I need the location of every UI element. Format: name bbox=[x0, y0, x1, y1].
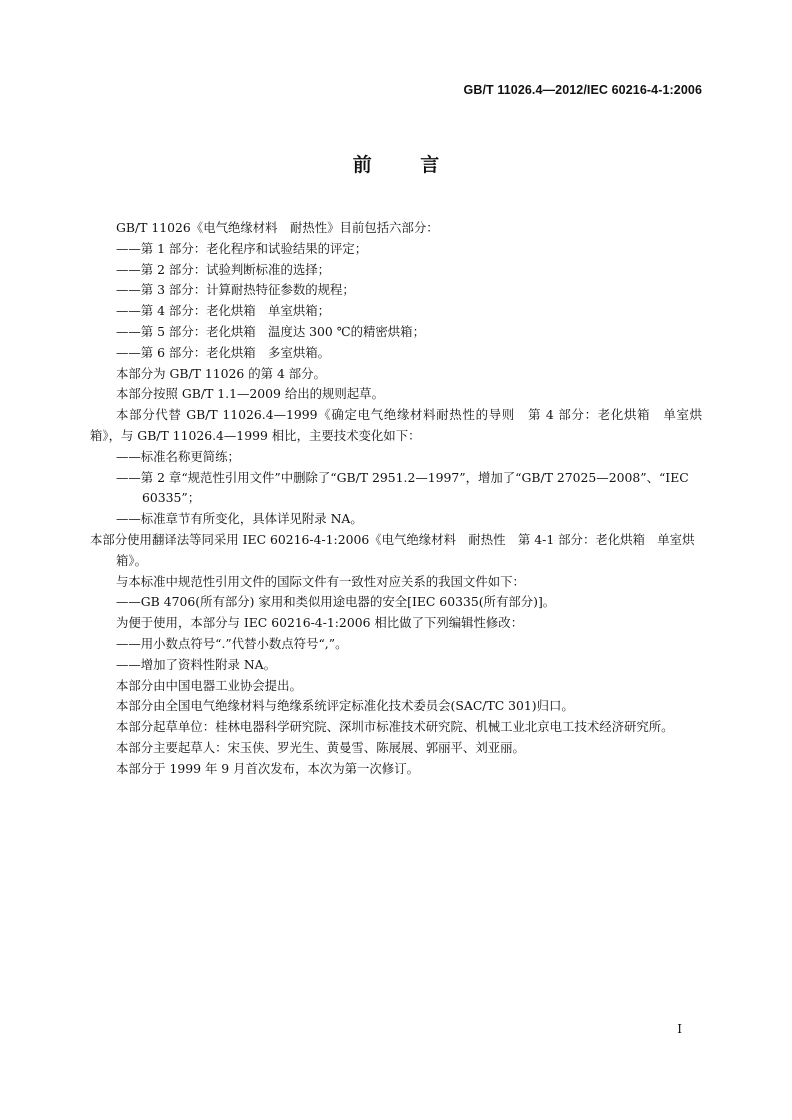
paragraph-editorial: 为便于使用，本部分与 IEC 60216-4-1:2006 相比做了下列编辑性修改： bbox=[116, 615, 524, 631]
list-item-editorial-1: ——用小数点符号“.”代替小数点符号“,”。 bbox=[116, 635, 348, 651]
paragraph-intro: GB/T 11026《电气绝缘材料 耐热性》目前包括六部分： bbox=[116, 220, 439, 235]
list-item-part-1: ——第 1 部分：老化程序和试验结果的评定； bbox=[116, 240, 368, 256]
list-item-change-2: ——第 2 章“规范性引用文件”中删除了“GB/T 2951.2—1997”，增加了“GB/T 27025—2008”、“IEC 60335”； bbox=[116, 469, 689, 506]
paragraph-correspondence: 与本标准中规范性引用文件的国际文件有一致性对应关系的我国文件如下： bbox=[116, 573, 525, 589]
paragraph-release-history: 本部分于 1999 年 9 月首次发布，本次为第一次修订。 bbox=[116, 760, 419, 776]
list-item-part-5: ——第 5 部分：老化烘箱 温度达 300 ℃的精密烘箱； bbox=[116, 323, 425, 339]
list-item-change-1: ——标准名称更简练； bbox=[116, 448, 240, 464]
paragraph-part-statement: 本部分为 GB/T 11026 的第 4 部分。 bbox=[116, 365, 326, 381]
list-item-gb4706: ——GB 4706(所有部分) 家用和类似用途电器的安全[IEC 60335(所有部分)]。 bbox=[116, 594, 556, 610]
list-item-editorial-2: ——增加了资料性附录 NA。 bbox=[116, 656, 277, 672]
foreword-content bbox=[90, 218, 702, 780]
list-item-part-6: ——第 6 部分：老化烘箱 多室烘箱。 bbox=[116, 344, 331, 360]
list-item-change-3: ——标准章节有所变化，具体详见附录 NA。 bbox=[116, 511, 363, 527]
paragraph-drafting-rules: 本部分按照 GB/T 1.1—2009 给出的规则起草。 bbox=[116, 386, 384, 402]
list-item-part-2: ——第 2 部分：试验判断标准的选择； bbox=[116, 261, 331, 277]
paragraph-drafters: 本部分主要起草人：宋玉侠、罗光生、黄曼雪、陈展展、郭丽平、刘亚丽。 bbox=[116, 739, 525, 755]
list-item-part-3: ——第 3 部分：计算耐热特征参数的规程； bbox=[116, 282, 355, 298]
paragraph-centralized-by: 本部分由全国电气绝缘材料与绝缘系统评定标准化技术委员会(SAC/TC 301)归口。 bbox=[116, 698, 574, 714]
paragraph-replaces: 本部分代替 GB/T 11026.4—1999《确定电气绝缘材料耐热性的导则 第 4 部分：老化烘箱 单室烘箱》，与 GB/T 11026.4—1999 相比，主要技术变化如下： bbox=[90, 407, 702, 443]
page-title: 前 言 bbox=[352, 154, 460, 176]
paragraph-adoption: 本部分使用翻译法等同采用 IEC 60216-4-1:2006《电气绝缘材料 耐热性 第 4-1 部分：老化烘箱 单室烘箱》。 bbox=[90, 531, 695, 568]
standard-code-header: GB/T 11026.4—2012/IEC 60216-4-1:2006 bbox=[463, 83, 702, 97]
paragraph-proposed-by: 本部分由中国电器工业协会提出。 bbox=[116, 677, 302, 693]
page-number: I bbox=[677, 1022, 682, 1036]
paragraph-drafting-units: 本部分起草单位：桂林电器科学研究院、深圳市标准技术研究院、机械工业北京电工技术经济研究所。 bbox=[116, 719, 674, 735]
list-item-part-4: ——第 4 部分：老化烘箱 单室烘箱； bbox=[116, 303, 331, 319]
